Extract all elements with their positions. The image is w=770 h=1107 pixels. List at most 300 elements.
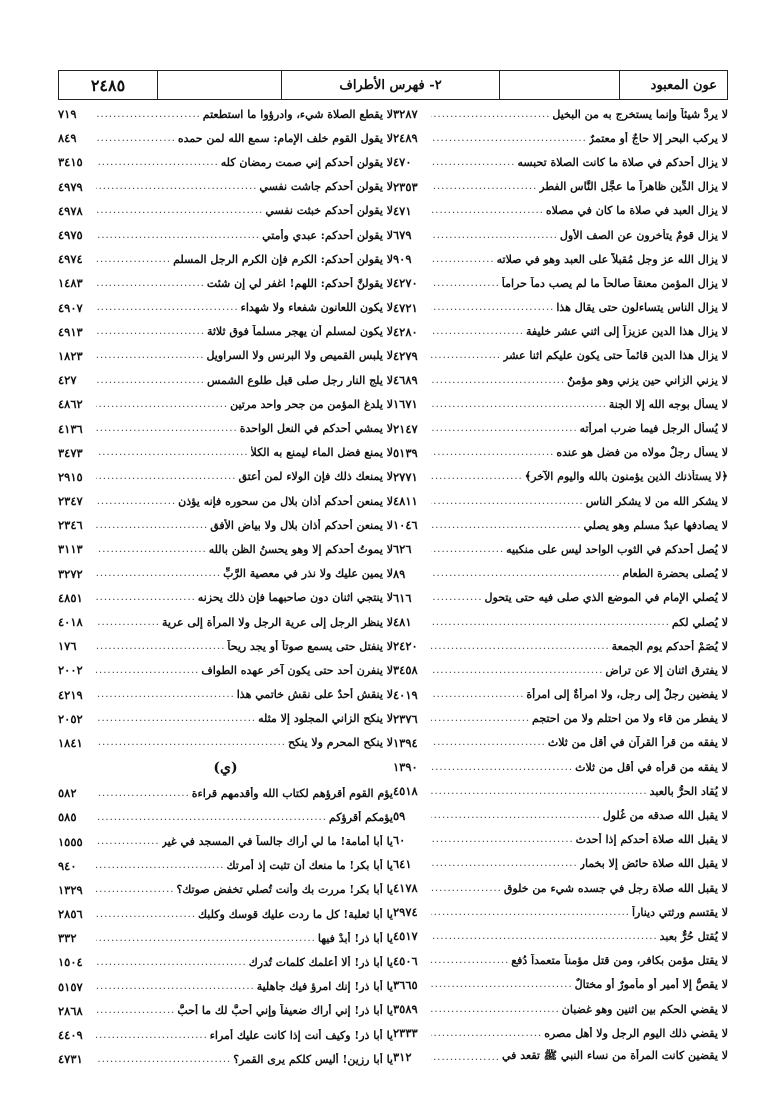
index-entry bbox=[58, 707, 393, 731]
entry-text: لا يقبل الله صدقه من غُلول bbox=[602, 809, 728, 823]
dot-leader bbox=[96, 133, 178, 144]
dot-leader bbox=[431, 520, 584, 531]
entry-text: لا يكون لمسلم أن يهجر مسلماً فوق ثلاثة bbox=[206, 325, 393, 339]
entry-number: ٢٨٥٦ bbox=[58, 907, 83, 922]
index-entry bbox=[393, 803, 728, 827]
entry-number: ٥١٣٩ bbox=[393, 445, 418, 460]
entry-number: ٤٨٦٢ bbox=[58, 397, 83, 412]
index-entry bbox=[58, 781, 393, 805]
dot-leader bbox=[96, 278, 207, 289]
index-entry bbox=[393, 683, 728, 707]
entry-number: ١٥٥٥ bbox=[58, 834, 83, 849]
entry-text: لا يلدغ المؤمن من جحر واحد مرتين bbox=[230, 397, 393, 411]
entry-number: ٤٩٧٥ bbox=[58, 228, 83, 243]
entry-number: ٤٠١٨ bbox=[58, 615, 83, 630]
index-entry bbox=[393, 1045, 728, 1069]
dot-leader bbox=[431, 810, 603, 821]
index-entry bbox=[58, 634, 393, 658]
header-empty-cell bbox=[157, 71, 281, 99]
entry-text: لا يقولن أحدكم إني صمت رمضان كله bbox=[220, 155, 393, 169]
dot-leader bbox=[431, 883, 504, 894]
index-entry bbox=[393, 634, 728, 658]
index-entry bbox=[393, 949, 728, 973]
dot-leader bbox=[431, 326, 526, 337]
dot-leader bbox=[431, 737, 548, 748]
index-entry bbox=[58, 392, 393, 416]
dot-leader bbox=[431, 181, 539, 192]
entry-number: ٤٢٧ bbox=[58, 373, 77, 388]
dot-leader bbox=[96, 788, 192, 799]
entry-number: ٤١٣٦ bbox=[58, 421, 83, 436]
index-entry bbox=[58, 1023, 393, 1047]
dot-leader bbox=[96, 1005, 177, 1016]
entry-text: يا أبا رزين! أليس كلكم يرى القمر؟ bbox=[233, 1052, 393, 1066]
entry-text: لا يسأل رجلٌ مولاه من فضل هو عنده bbox=[556, 446, 728, 460]
entry-number: ٤٧٢١ bbox=[393, 300, 418, 315]
index-entry bbox=[393, 344, 728, 368]
dot-leader bbox=[96, 350, 206, 361]
entry-text: لا يمنعن أحدكم أذان بلال من سحوره فإنه يؤذن bbox=[178, 494, 393, 508]
index-entry bbox=[58, 150, 393, 174]
entry-number: ٣٤٥٨ bbox=[393, 663, 418, 678]
dot-leader bbox=[431, 399, 609, 410]
dot-leader bbox=[431, 350, 503, 361]
dot-leader bbox=[431, 254, 497, 265]
dot-leader bbox=[431, 471, 525, 482]
entry-number: ٦٤١ bbox=[393, 856, 412, 871]
dot-leader bbox=[96, 302, 241, 313]
index-entry bbox=[393, 997, 728, 1021]
entry-text: لا يقطع الصلاة شيء، وادرؤوا ما استطعتم bbox=[202, 107, 393, 121]
index-entry bbox=[58, 805, 393, 829]
entry-number: ٣٢٧٢ bbox=[58, 566, 83, 581]
index-entry bbox=[58, 441, 393, 465]
dot-leader bbox=[96, 689, 237, 700]
index-entry bbox=[58, 902, 393, 926]
entry-text: يا أبا ثعلبة! كل ما ردت عليك قوسك وكلبك bbox=[198, 907, 393, 921]
entry-text: يا أبا ذر! ألا أعلمك كلمات تُدرك bbox=[248, 955, 393, 969]
index-entry bbox=[393, 465, 728, 489]
dot-leader bbox=[96, 884, 176, 895]
index-entry bbox=[393, 900, 728, 924]
page-number: ٢٤٨٥ bbox=[90, 75, 126, 95]
dot-leader bbox=[96, 836, 162, 847]
entry-text: لا يُصلى بحضرة الطعام bbox=[622, 567, 728, 581]
index-entry bbox=[58, 126, 393, 150]
dot-leader bbox=[431, 858, 580, 869]
index-entry bbox=[58, 247, 393, 271]
entry-text: يا أبا ذر! أبدْ فيها bbox=[317, 931, 393, 945]
dot-leader bbox=[96, 641, 227, 652]
entry-number: ٣٢٨٧ bbox=[393, 107, 418, 122]
index-entry bbox=[58, 199, 393, 223]
entry-text: لا يقولن أحدكم: الكرم فإن الكرم الرجل المسلم bbox=[173, 252, 393, 266]
entry-text: ﴿لا يستأذنك الذين يؤمنون بالله واليوم الآخر﴾ bbox=[524, 470, 728, 484]
dot-leader bbox=[431, 665, 605, 676]
entry-text: لا يشكر الله من لا يشكر الناس bbox=[585, 494, 728, 508]
entry-number: ٢٩١٥ bbox=[58, 469, 83, 484]
index-entry bbox=[58, 416, 393, 440]
dot-leader bbox=[96, 957, 249, 968]
entry-text: لا يسأل بوجه الله إلا الجنة bbox=[608, 397, 728, 411]
dot-leader bbox=[96, 933, 318, 944]
index-entry bbox=[58, 878, 393, 902]
entry-number: ٤٢١٩ bbox=[58, 687, 83, 702]
entry-text: لا يصادفها عبدٌ مسلم وهو يصلي bbox=[583, 518, 728, 532]
entry-text: لا يفقه من قرأ القرآن في أقل من ثلاث bbox=[547, 736, 728, 750]
entry-number: ٤٥١٨ bbox=[393, 784, 418, 799]
dot-leader bbox=[96, 713, 258, 724]
entry-number: ٢٣٥٣ bbox=[393, 179, 418, 194]
entry-text: لا يقبل الله صلاة حائض إلا بخمار bbox=[579, 857, 728, 871]
header-empty-cell bbox=[499, 71, 619, 99]
dot-leader bbox=[96, 447, 251, 458]
index-entry bbox=[393, 876, 728, 900]
index-entry bbox=[58, 537, 393, 561]
dot-leader bbox=[431, 568, 622, 579]
entry-number: ٤٢٧٠ bbox=[393, 276, 418, 291]
dot-leader bbox=[96, 737, 288, 748]
entry-number: ٢١٤٧ bbox=[393, 421, 418, 436]
entry-text: لا يُسأل الرجل فيما ضرب امرأته bbox=[579, 422, 728, 436]
entry-text: لا يفطر من قاء ولا من احتلم ولا من احتجم bbox=[532, 712, 728, 726]
entry-text: لا يفقه من قرأه في أقل من ثلاث bbox=[575, 760, 728, 774]
dot-leader bbox=[431, 617, 672, 628]
entry-number: ٩٠٩ bbox=[393, 252, 412, 267]
entry-text: لا يقتسم ورثتي ديناراً bbox=[631, 905, 728, 919]
dot-leader bbox=[431, 762, 575, 773]
index-entry bbox=[58, 465, 393, 489]
index-entry bbox=[58, 926, 393, 950]
entry-text: لا يقبل الله صلاة رجل في جسده شيء من خلوق bbox=[503, 881, 728, 895]
dot-leader bbox=[96, 544, 209, 555]
dot-leader bbox=[431, 496, 586, 507]
index-entry bbox=[58, 731, 393, 755]
index-entry bbox=[393, 247, 728, 271]
entry-number: ٥٨٢ bbox=[58, 786, 77, 801]
entry-number: ٣٤١٥ bbox=[58, 155, 83, 170]
dot-leader bbox=[96, 812, 329, 823]
dot-leader bbox=[431, 133, 589, 144]
entry-number: ٣١١٣ bbox=[58, 542, 83, 557]
entry-number: ٢٠٠٢ bbox=[58, 663, 83, 678]
dot-leader bbox=[431, 1004, 562, 1015]
index-entry bbox=[58, 683, 393, 707]
index-entry bbox=[58, 610, 393, 634]
entry-number: ٤٥١٧ bbox=[393, 929, 418, 944]
index-entry bbox=[393, 175, 728, 199]
entry-number: ٢٤٢٠ bbox=[393, 639, 418, 654]
index-entry bbox=[393, 271, 728, 295]
index-entry bbox=[393, 610, 728, 634]
entry-number: ٦٧٩ bbox=[393, 228, 412, 243]
entry-number: ١٥٠٤ bbox=[58, 955, 83, 970]
dot-leader bbox=[96, 665, 201, 676]
entry-text: لا يقولن أحدكم: عبدي وأمتي bbox=[262, 228, 393, 242]
entry-text: لا ينكح المحرم ولا ينكح bbox=[287, 736, 393, 750]
entry-text: لا يزال الدِّين ظاهراً ما عجَّل النَّاس الفطر bbox=[539, 180, 728, 194]
dot-leader bbox=[431, 979, 575, 990]
entry-text: لا ينكح الزاني المجلود إلا مثله bbox=[258, 712, 393, 726]
dot-leader bbox=[431, 689, 526, 700]
dot-leader bbox=[96, 1030, 210, 1041]
index-entry bbox=[58, 489, 393, 513]
entry-text: لا يردُّ شيئاً وإنما يستخرج به من البخيل bbox=[552, 107, 728, 121]
entry-text: لا ينفرن أحد حتى يكون آخر عهده الطواف bbox=[201, 663, 393, 677]
index-entry bbox=[58, 854, 393, 878]
entry-number: ١٦٧١ bbox=[393, 397, 418, 412]
entry-text: لا يلج النار رجل صلى قبل طلوع الشمس bbox=[206, 373, 393, 387]
index-entry bbox=[393, 779, 728, 803]
page-header bbox=[58, 70, 728, 100]
entry-text: لا يزال المؤمن معنقاً صالحاً ما لم يصب دماً حراماً bbox=[501, 276, 728, 290]
index-entry bbox=[393, 150, 728, 174]
entry-text: لا يركب البحر إلا حاجٌ أو معتمرٌ bbox=[588, 131, 728, 145]
entry-text: لا يزال هذا الدين عزيزاً إلى اثني عشر خليفة bbox=[525, 325, 728, 339]
entry-number: ٤٠١٩ bbox=[393, 687, 418, 702]
dot-leader bbox=[96, 205, 265, 216]
entry-text: لا يُقاد الحرُّ بالعبد bbox=[649, 784, 728, 798]
index-entry bbox=[58, 999, 393, 1023]
index-entry bbox=[393, 199, 728, 223]
index-entry bbox=[393, 852, 728, 876]
dot-leader bbox=[431, 931, 660, 942]
entry-number: ٤٤٠٩ bbox=[58, 1028, 83, 1043]
entry-number: ٦٠ bbox=[393, 832, 406, 847]
entry-number: ٤٢٨٠ bbox=[393, 324, 418, 339]
dot-leader bbox=[431, 447, 556, 458]
entry-number: ١٣٩٠ bbox=[393, 760, 418, 775]
dot-leader bbox=[431, 641, 612, 652]
entry-text: لا يُصَمْ أحدكم يوم الجمعة bbox=[611, 639, 728, 653]
dot-leader bbox=[431, 834, 576, 845]
dot-leader bbox=[431, 592, 485, 603]
book-title: عون المعبود bbox=[619, 71, 727, 99]
entry-number: ٤١٧٨ bbox=[393, 881, 418, 896]
entry-number: ٢٨٦٨ bbox=[58, 1003, 83, 1018]
dot-leader bbox=[431, 786, 650, 797]
entry-number: ٤٩٧٩ bbox=[58, 179, 83, 194]
index-entry bbox=[58, 562, 393, 586]
entry-number: ٢٣٤٧ bbox=[58, 494, 83, 509]
entry-number: ٥٩ bbox=[393, 808, 406, 823]
entry-text: لا ينظر الرجل إلى عرية الرجل ولا المرأة إلى عرية bbox=[161, 615, 393, 629]
entry-number: ٣٣٢ bbox=[58, 931, 77, 946]
entry-number: ٤٩٧٤ bbox=[58, 252, 83, 267]
dot-leader bbox=[96, 230, 262, 241]
index-entry bbox=[393, 392, 728, 416]
entry-number: ٦١٦ bbox=[393, 590, 412, 605]
entry-number: ٤٢٧٩ bbox=[393, 348, 418, 363]
entry-text: لا يمشي أحدكم في النعل الواحدة bbox=[239, 422, 393, 436]
entry-text: لا ينفتل حتى يسمع صوتاً أو يجد ريحاً bbox=[227, 639, 393, 653]
entry-text: لا يفترق اثنان إلا عن تراض bbox=[605, 663, 728, 677]
entry-text: لا يقولن أحدكم جاشت نفسي bbox=[259, 180, 393, 194]
entry-text: لا يفضين رجلٌ إلى رجل، ولا امرأةٌ إلى امرأة bbox=[526, 688, 728, 702]
dot-leader bbox=[431, 423, 580, 434]
index-entry bbox=[58, 975, 393, 999]
entry-text: لا يزال العبد في صلاة ما كان في مصلاه bbox=[545, 204, 728, 218]
entry-text: لا يقضي ذلك اليوم الرجل ولا أهل مصره bbox=[544, 1026, 728, 1040]
entry-number: ١٨٢٣ bbox=[58, 348, 83, 363]
entry-text: لا يكون اللعانون شفعاء ولا شهداء bbox=[240, 301, 393, 315]
entry-text: لا يزال قومٌ يتأخرون عن الصف الأول bbox=[559, 228, 728, 242]
entry-text: لا يقضي الحكم بين اثنين وهو غضبان bbox=[561, 1002, 728, 1016]
dot-leader bbox=[431, 907, 632, 918]
entry-text: لا ينتجي اثنان دون صاحبهما فإن ذلك يحزنه bbox=[197, 591, 393, 605]
entry-text: يا أبا ذر! وكيف أنت إذا كانت عليك أمراء bbox=[209, 1028, 393, 1042]
entry-number: ٨٩ bbox=[393, 566, 406, 581]
index-entry bbox=[58, 586, 393, 610]
entry-number: ٨٤٩ bbox=[58, 131, 77, 146]
entry-number: ٤٨١ bbox=[393, 615, 412, 630]
dot-leader bbox=[96, 326, 207, 337]
dot-leader bbox=[431, 955, 511, 966]
dot-leader bbox=[96, 157, 221, 168]
entry-text: لا يقولنَّ أحدكم: اللهم! اغفر لي إن شئت bbox=[206, 276, 393, 290]
entry-number: ٤٩١٣ bbox=[58, 324, 83, 339]
dot-leader bbox=[96, 496, 178, 507]
index-entry bbox=[58, 102, 393, 126]
entry-text: لا يُصل أحدكم في الثوب الواحد ليس على منكبيه bbox=[506, 542, 728, 556]
index-entry bbox=[393, 924, 728, 948]
index-entry bbox=[58, 658, 393, 682]
dot-leader bbox=[431, 205, 546, 216]
dot-leader bbox=[431, 157, 517, 168]
index-entry bbox=[58, 175, 393, 199]
entry-text: لا ينقش أحدٌ على نقش خاتمي هذا bbox=[236, 688, 393, 702]
entry-text: لا يمنعن أحدكم أذان بلال ولا بياض الأفق bbox=[210, 518, 393, 532]
entry-text: لا يُصلي لكم bbox=[671, 615, 728, 629]
entry-number: ٤٧٣١ bbox=[58, 1052, 83, 1067]
entry-text: لا يلبس القميص ولا البرنس ولا السراويل bbox=[206, 349, 393, 363]
entry-number: ٥١٥٧ bbox=[58, 979, 83, 994]
entry-text: لا يُصلي الإمام في الموضع الذي صلى فيه حتى يتحول bbox=[484, 591, 728, 605]
dot-leader bbox=[431, 230, 560, 241]
index-entry bbox=[58, 368, 393, 392]
index-entry bbox=[393, 489, 728, 513]
dot-leader bbox=[96, 109, 203, 120]
index-entry bbox=[393, 441, 728, 465]
index-entry bbox=[393, 1021, 728, 1045]
entry-text: لا يقتل مؤمن بكافر، ومن قتل مؤمناً متعمداً دُفع bbox=[511, 954, 728, 968]
index-entry bbox=[393, 562, 728, 586]
entry-text: لا يزني الزاني حين يزني وهو مؤمنٌ bbox=[567, 373, 728, 387]
entry-number: ١٤٨٣ bbox=[58, 276, 83, 291]
entry-text: يا أبا ذر! إنك امرؤ فيك جاهلية bbox=[256, 980, 393, 994]
dot-leader bbox=[431, 713, 532, 724]
index-entry bbox=[393, 416, 728, 440]
entry-text: لا يمين عليك ولا نذر في معصية الرَّبِّ bbox=[223, 567, 393, 581]
entry-text: لا يمنعك ذلك فإن الولاء لمن أعتق bbox=[238, 470, 393, 484]
entry-text: لا يموتُ أحدكم إلا وهو يحسنُ الظن بالله bbox=[208, 542, 393, 556]
index-entry bbox=[58, 1047, 393, 1071]
dot-leader bbox=[96, 181, 259, 192]
entry-text: يؤم القوم أقرؤهم لكتاب الله وأقدمهم قراءة bbox=[191, 786, 393, 800]
entry-number: ٦٢٦ bbox=[393, 542, 412, 557]
left-index-column bbox=[58, 102, 393, 1071]
entry-number: ٤٨١١ bbox=[393, 494, 418, 509]
entry-number: ٤٧١ bbox=[393, 203, 412, 218]
index-entry bbox=[393, 126, 728, 150]
dot-leader bbox=[96, 909, 198, 920]
index-entry bbox=[393, 223, 728, 247]
right-index-column bbox=[393, 102, 728, 1070]
index-entry bbox=[58, 950, 393, 974]
entry-text: لا يزال أحدكم في صلاة ما كانت الصلاة تحبسه bbox=[517, 155, 728, 169]
entry-text: لا يقضين كانت المرأة من نساء النبي ﷺ تقعد في bbox=[501, 1049, 728, 1063]
entry-text: لا يزال الناس يتساءلون حتى يقال هذا bbox=[556, 301, 728, 315]
index-entry bbox=[393, 368, 728, 392]
entry-number: ٢٣٧٦ bbox=[393, 711, 418, 726]
entry-number: ١٣٢٩ bbox=[58, 882, 83, 897]
index-entry bbox=[393, 513, 728, 537]
entry-number: ١٧٦ bbox=[58, 639, 77, 654]
entry-text: يا أبا بكر! ما منعك أن تثبت إذ أمرتك bbox=[226, 859, 393, 873]
dot-leader bbox=[96, 375, 207, 386]
entry-number: ٢٣٤٦ bbox=[58, 518, 83, 533]
dot-leader bbox=[431, 302, 556, 313]
entry-text: يؤمكم أقرؤكم bbox=[328, 810, 393, 824]
entry-number: ٢٣٣٣ bbox=[393, 1026, 418, 1041]
index-entry bbox=[393, 707, 728, 731]
dot-leader bbox=[431, 375, 567, 386]
section-heading: (ي) bbox=[213, 760, 238, 777]
entry-number: ٣٤٧٣ bbox=[58, 445, 83, 460]
index-entry bbox=[393, 755, 728, 779]
index-entry bbox=[58, 344, 393, 368]
entry-number: ١٣٩٤ bbox=[393, 735, 418, 750]
entry-number: ٣١٢ bbox=[393, 1050, 412, 1065]
entry-number: ٥٨٥ bbox=[58, 810, 77, 825]
entry-number: ٢٧٧١ bbox=[393, 469, 418, 484]
index-entry bbox=[393, 973, 728, 997]
entry-number: ٤٥٠٦ bbox=[393, 953, 418, 968]
entry-number: ٤٩٧٨ bbox=[58, 203, 83, 218]
index-entry bbox=[393, 537, 728, 561]
index-entry bbox=[58, 513, 393, 537]
index-entry bbox=[58, 271, 393, 295]
entry-text: يا أبا بكر! مررت بك وأنت تُصلي تخفض صوتك؟ bbox=[176, 883, 393, 897]
dot-leader bbox=[96, 860, 226, 871]
entry-text: لا يقصُّ إلا أمير أو مأمورٌ أو مختالٌ bbox=[574, 978, 728, 992]
dot-leader bbox=[431, 1052, 502, 1063]
dot-leader bbox=[96, 981, 257, 992]
dot-leader bbox=[431, 544, 506, 555]
entry-number: ١٨٤١ bbox=[58, 735, 83, 750]
index-entry bbox=[393, 102, 728, 126]
entry-text: لا يزال هذا الدين قائماً حتى يكون عليكم اثنا عشر bbox=[503, 349, 728, 363]
dot-leader bbox=[96, 520, 210, 531]
dot-leader bbox=[96, 1054, 233, 1065]
index-entry bbox=[393, 586, 728, 610]
dot-leader bbox=[431, 1028, 544, 1039]
index-entry bbox=[58, 296, 393, 320]
dot-leader bbox=[96, 254, 173, 265]
index-entry bbox=[393, 296, 728, 320]
index-entry bbox=[58, 223, 393, 247]
entry-text: لا يزال الله عز وجل مُقبلاً على العبد وهو في صلاته bbox=[496, 252, 728, 266]
index-entry bbox=[393, 828, 728, 852]
dot-leader bbox=[96, 617, 162, 628]
dot-leader bbox=[96, 592, 198, 603]
index-title: ٢- فهرس الأطراف bbox=[281, 71, 499, 99]
entry-number: ٩٤٠ bbox=[58, 858, 77, 873]
entry-text: يا أبا ذر! إني أراك ضعيفاً وإني أُحبُّ لك ما أُحبُّ bbox=[177, 1004, 393, 1018]
entry-text: لا يُقتل حُرٌّ بعبد bbox=[659, 929, 728, 943]
index-entry bbox=[58, 320, 393, 344]
entry-text: لا يمنع فضل الماء ليمنع به الكلأ bbox=[250, 446, 393, 460]
